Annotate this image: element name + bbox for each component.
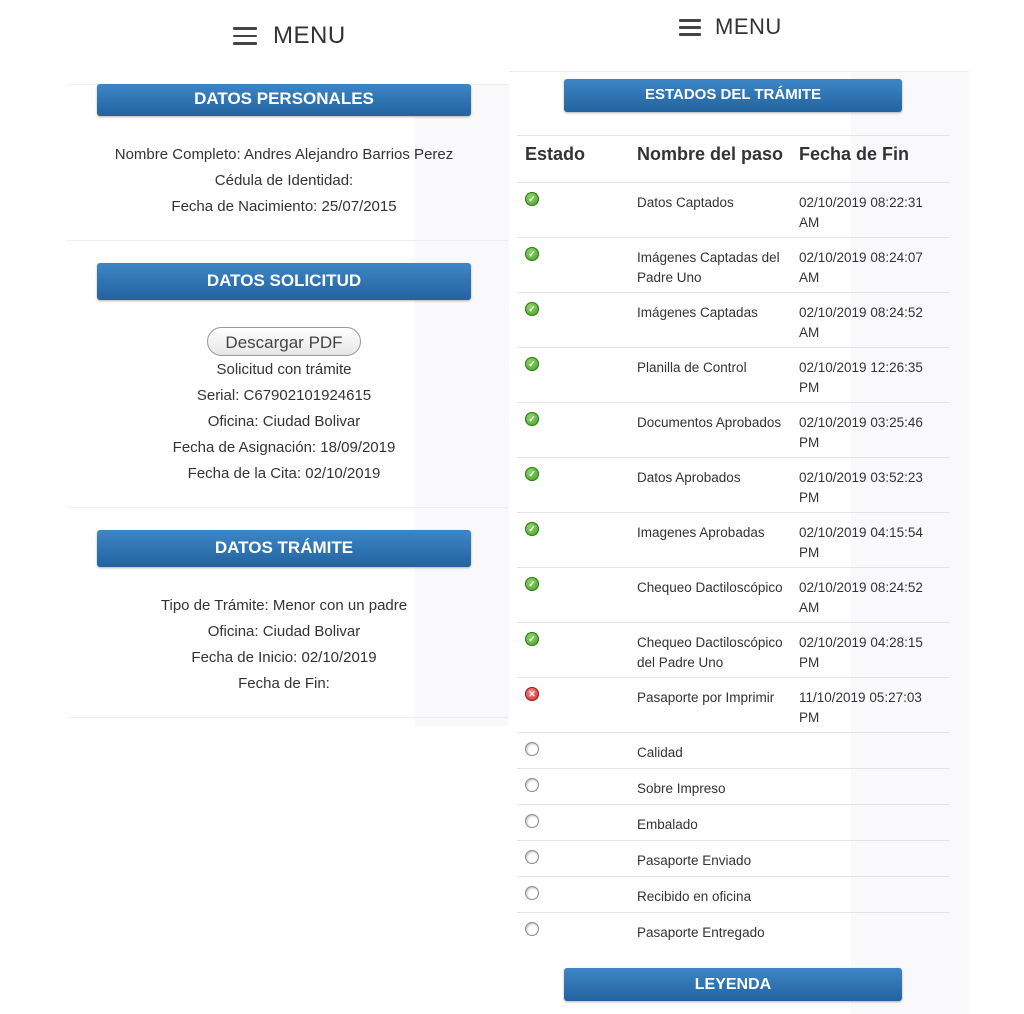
step-end-date: 02/10/2019 08:24:52 AM xyxy=(799,580,923,615)
column-fecha-fin: Fecha de Fin xyxy=(799,144,910,164)
empty-radio-icon xyxy=(525,742,539,756)
green-check-icon: ✓ xyxy=(525,412,539,426)
divider xyxy=(67,507,509,508)
hamburger-icon xyxy=(679,19,701,35)
green-check-icon: ✓ xyxy=(525,192,539,206)
table-row xyxy=(517,567,949,623)
step-name: Datos Captados xyxy=(637,195,734,210)
nombre-completo: Nombre Completo: Andres Alejandro Barrios Perez xyxy=(114,146,454,163)
empty-radio-icon xyxy=(525,922,539,936)
step-name: Datos Aprobados xyxy=(637,470,741,485)
table-row xyxy=(517,912,949,949)
step-end-date: 02/10/2019 04:28:15 PM xyxy=(799,635,923,670)
table-row xyxy=(517,182,949,238)
empty-radio-icon xyxy=(525,886,539,900)
table-row xyxy=(517,402,949,458)
step-name: Pasaporte por Imprimir xyxy=(637,690,775,705)
estados-tramite-header[interactable]: ESTADOS DEL TRÁMITE xyxy=(564,79,902,112)
step-name: Sobre Impreso xyxy=(637,781,726,796)
step-name: Imágenes Captadas del Padre Uno xyxy=(637,250,780,285)
left-menu-button[interactable] xyxy=(233,18,346,54)
divider xyxy=(509,71,969,72)
empty-radio-icon xyxy=(525,850,539,864)
leyenda-button[interactable]: LEYENDA xyxy=(564,968,902,1001)
fecha-asignacion: Fecha de Asignación: 18/09/2019 xyxy=(172,439,396,456)
table-row xyxy=(517,677,949,733)
table-row xyxy=(517,622,949,678)
oficina: Oficina: Ciudad Bolivar xyxy=(207,623,361,640)
step-name: Imagenes Aprobadas xyxy=(637,525,765,540)
step-end-date: 02/10/2019 12:26:35 PM xyxy=(799,360,923,395)
divider xyxy=(67,240,509,241)
step-name: Imágenes Captadas xyxy=(637,305,758,320)
table-row xyxy=(517,840,949,877)
step-end-date: 11/10/2019 05:27:03 PM xyxy=(799,690,922,725)
green-check-icon: ✓ xyxy=(525,522,539,536)
table-row xyxy=(517,804,949,841)
datos-personales-info xyxy=(67,142,501,220)
step-end-date: 02/10/2019 08:22:31 AM xyxy=(799,195,923,230)
datos-solicitud-header[interactable]: DATOS SOLICITUD xyxy=(97,263,471,300)
step-name: Documentos Aprobados xyxy=(637,415,782,430)
table-row xyxy=(517,732,949,769)
table-header xyxy=(517,135,949,182)
oficina: Oficina: Ciudad Bolivar xyxy=(207,413,361,430)
green-check-icon: ✓ xyxy=(525,467,539,481)
menu-label: MENU xyxy=(273,22,346,49)
step-name: Chequeo Dactiloscópico del Padre Uno xyxy=(637,635,783,670)
datos-tramite-info xyxy=(67,593,501,697)
step-name: Pasaporte Entregado xyxy=(637,925,765,940)
step-end-date: 02/10/2019 08:24:52 AM xyxy=(799,305,923,340)
menu-label: MENU xyxy=(715,14,782,39)
right-menu-button[interactable] xyxy=(679,10,782,44)
step-name: Planilla de Control xyxy=(637,360,747,375)
step-end-date: 02/10/2019 08:24:07 AM xyxy=(799,250,923,285)
table-row xyxy=(517,512,949,568)
table-row xyxy=(517,237,949,293)
hamburger-icon xyxy=(233,27,257,45)
step-name: Pasaporte Enviado xyxy=(637,853,752,868)
tipo-tramite: Tipo de Trámite: Menor con un padre xyxy=(160,597,408,614)
table-row xyxy=(517,876,949,913)
green-check-icon: ✓ xyxy=(525,577,539,591)
serial: Serial: C67902101924615 xyxy=(196,387,372,404)
green-check-icon: ✓ xyxy=(525,247,539,261)
green-check-icon: ✓ xyxy=(525,302,539,316)
green-check-icon: ✓ xyxy=(525,357,539,371)
fecha-cita: Fecha de la Cita: 02/10/2019 xyxy=(187,465,381,482)
empty-radio-icon xyxy=(525,814,539,828)
column-estado: Estado xyxy=(525,144,586,164)
divider xyxy=(67,717,509,718)
step-end-date: 02/10/2019 03:25:46 PM xyxy=(799,415,923,450)
fecha-nacimiento: Fecha de Nacimiento: 25/07/2015 xyxy=(171,198,397,215)
empty-radio-icon xyxy=(525,778,539,792)
fecha-inicio: Fecha de Inicio: 02/10/2019 xyxy=(191,649,377,666)
step-end-date: 02/10/2019 04:15:54 PM xyxy=(799,525,923,560)
cedula-identidad: Cédula de Identidad: xyxy=(214,172,354,189)
table-row xyxy=(517,347,949,403)
descargar-pdf-button[interactable]: Descargar PDF xyxy=(207,327,361,356)
green-check-icon: ✓ xyxy=(525,632,539,646)
table-row xyxy=(517,768,949,805)
table-row xyxy=(517,292,949,348)
datos-solicitud-info xyxy=(67,357,501,487)
solicitud-status: Solicitud con trámite xyxy=(216,361,352,378)
step-name: Calidad xyxy=(637,745,683,760)
step-name: Embalado xyxy=(637,817,698,832)
step-name: Recibido en oficina xyxy=(637,889,752,904)
datos-tramite-header[interactable]: DATOS TRÁMITE xyxy=(97,530,471,567)
step-name: Chequeo Dactiloscópico xyxy=(637,580,783,595)
datos-personales-header[interactable]: DATOS PERSONALES xyxy=(97,84,471,116)
column-nombre-paso: Nombre del paso xyxy=(637,144,784,164)
red-x-icon: ✕ xyxy=(525,687,539,701)
fecha-fin: Fecha de Fin: xyxy=(238,675,330,692)
step-end-date: 02/10/2019 03:52:23 PM xyxy=(799,470,923,505)
table-row xyxy=(517,457,949,513)
